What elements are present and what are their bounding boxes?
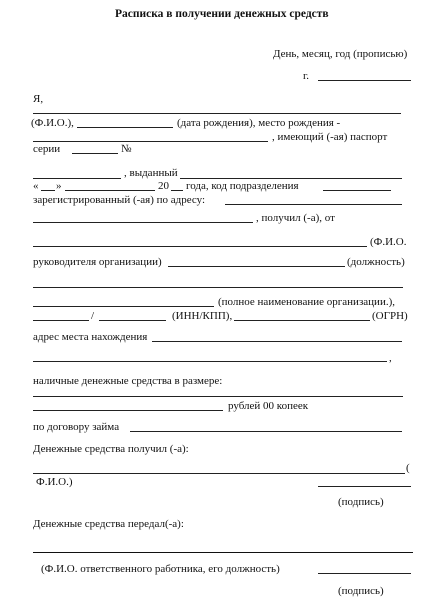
issued-blank [180, 178, 402, 179]
registered-label: зарегистрированный (-ая) по адресу: [33, 194, 206, 206]
fio-blank [33, 113, 401, 114]
inn-kpp-label: (ИНН/КПП), [172, 310, 233, 322]
position-label: (должность) [347, 256, 405, 268]
ya-label: Я, [33, 93, 44, 105]
signature-blank-2 [318, 573, 411, 574]
month-blank [65, 190, 155, 191]
position-blank [168, 266, 345, 267]
signature-label-2: (подпись) [338, 585, 384, 597]
quote-open: « [33, 180, 39, 192]
quote-close: » [56, 180, 62, 192]
loan-contract-blank [130, 431, 402, 432]
head-fio-label: (Ф.И.О. [370, 236, 407, 248]
birthplace-blank [33, 141, 268, 142]
address-blank-2 [33, 222, 253, 223]
receiver-fio-label: Ф.И.О.) [36, 476, 73, 488]
address-blank-1 [225, 204, 402, 205]
location-address-label: адрес места нахождения [33, 331, 148, 343]
inn-blank [33, 320, 89, 321]
org-name-blank-1 [33, 287, 403, 288]
ogrn-blank [234, 320, 370, 321]
amount-blank-1 [33, 396, 403, 397]
slash: / [91, 310, 95, 322]
received-by-label: Денежные средства получил (-а): [33, 443, 189, 455]
document-title: Расписка в получении денежных средств [115, 8, 329, 20]
received-from-label: , получил (-а), от [256, 212, 335, 224]
fio-label: (Ф.И.О.), [31, 117, 74, 129]
rubles-label: рублей 00 копеек [228, 400, 309, 412]
full-org-name-label: (полное наименование организации.), [218, 296, 395, 308]
year-prefix: 20 [158, 180, 169, 192]
birth-date-blank [77, 127, 173, 128]
number-label: № [121, 143, 132, 155]
head-fio-blank [33, 246, 367, 247]
day-blank [41, 190, 55, 191]
signature-blank-1 [318, 486, 411, 487]
division-code-label: года, код подразделения [186, 180, 299, 192]
series-blank [72, 153, 118, 154]
date-label: День, месяц, год (прописью) [273, 48, 408, 60]
cash-amount-label: наличные денежные средства в размере: [33, 375, 223, 387]
paren-open: ( [406, 462, 410, 474]
org-name-blank-2 [33, 306, 214, 307]
signature-label-1: (подпись) [338, 496, 384, 508]
city-prefix: г. [303, 70, 310, 82]
officer-blank [33, 552, 413, 553]
kpp-blank [99, 320, 166, 321]
amount-blank-2 [33, 410, 223, 411]
address-comma: , [389, 352, 392, 364]
birth-date-label: (дата рождения), место рождения - [177, 117, 341, 129]
receiver-blank [33, 473, 405, 474]
ogrn-label: (ОГРН) [372, 310, 408, 322]
transferred-by-label: Денежные средства передал(-а): [33, 518, 184, 530]
location-address-blank-2 [33, 361, 387, 362]
passport-label: , имеющий (-ая) паспорт [272, 131, 388, 143]
loan-contract-label: по договору займа [33, 421, 120, 433]
number-blank [33, 178, 121, 179]
org-head-label: руководителя организации) [33, 256, 162, 268]
city-blank [318, 80, 411, 81]
division-code-blank [323, 190, 391, 191]
issued-label: , выданный [124, 167, 178, 179]
location-address-blank-1 [152, 341, 402, 342]
year-blank [171, 190, 183, 191]
officer-fio-label: (Ф.И.О. ответственного работника, его должность) [41, 563, 280, 575]
series-label: серии [33, 143, 61, 155]
